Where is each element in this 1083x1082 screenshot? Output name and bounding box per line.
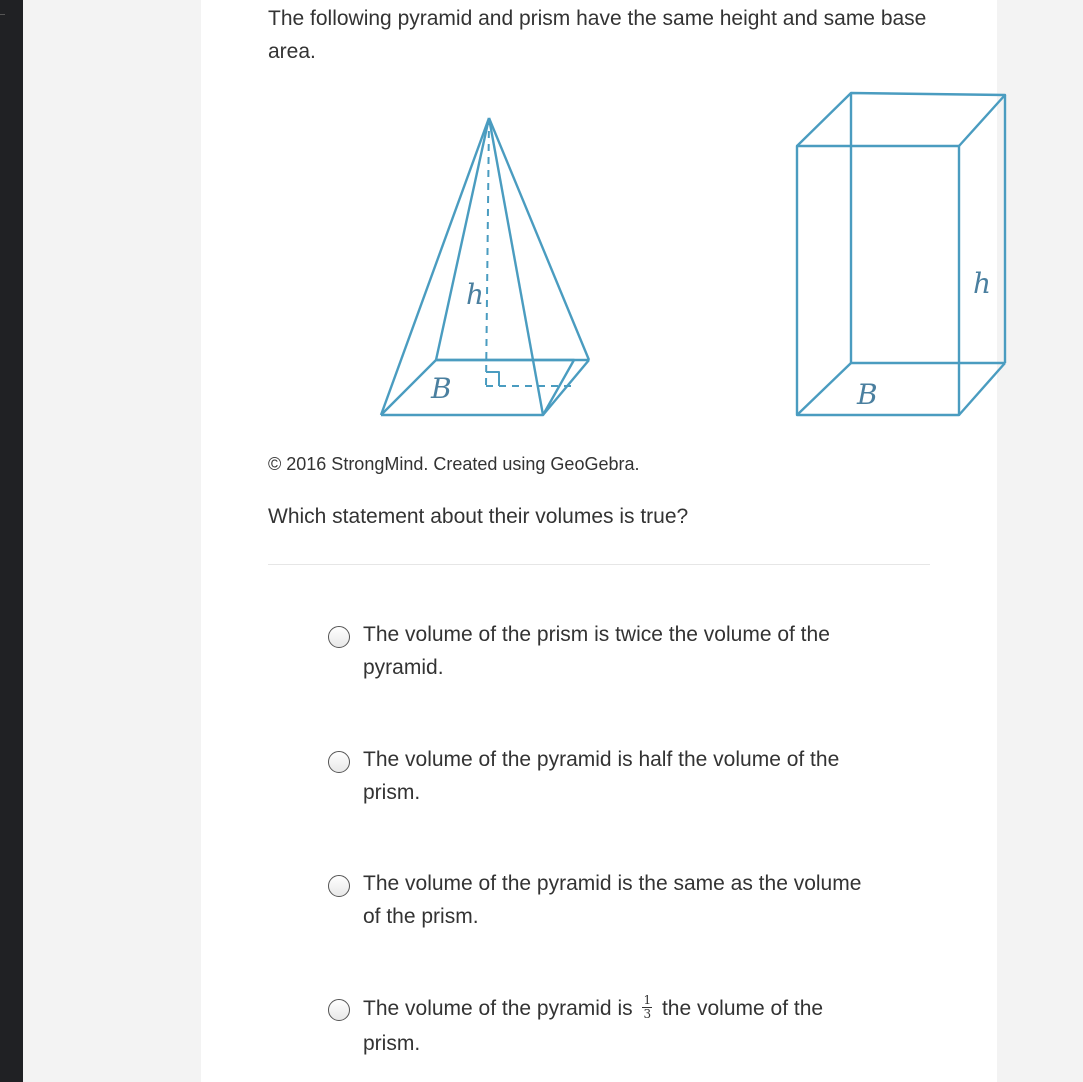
choice-text-after: the volume of the prism. — [363, 997, 824, 1055]
question-panel — [201, 0, 997, 1082]
choice-label: The volume of the prism is twice the volume of the pyramid. — [363, 623, 830, 679]
prism-shape — [797, 93, 1005, 415]
pyramid-base-label: B — [431, 372, 452, 405]
choice-label: The volume of the pyramid is half the volume of the prism. — [363, 748, 840, 804]
one-third-fraction — [642, 994, 652, 1021]
pyramid-shape — [381, 118, 589, 415]
question-intro: The following pyramid and prism have the same height and same base area. — [268, 7, 927, 63]
radio-button[interactable] — [328, 751, 350, 773]
fraction-numerator: 1 — [643, 992, 652, 1007]
pyramid-prism-figure — [371, 82, 992, 427]
choice-label — [363, 991, 873, 1061]
fraction-denominator: 3 — [643, 1006, 652, 1021]
figure-credit: © 2016 StrongMind. Created using GeoGebra. — [268, 454, 640, 474]
divider — [268, 564, 930, 565]
radio-button[interactable] — [328, 999, 350, 1021]
question-prompt: Which statement about their volumes is true? — [268, 505, 689, 528]
pyramid-height-label: h — [466, 278, 485, 311]
choice-text-before: The volume of the pyramid is — [363, 997, 633, 1020]
prism-height-label: h — [973, 267, 992, 300]
left-strip-marker — [0, 14, 5, 15]
radio-button[interactable] — [328, 875, 350, 897]
prism-base-label: B — [857, 378, 878, 411]
choice-label: The volume of the pyramid is the same as the volume of the prism. — [363, 872, 862, 928]
left-dark-strip — [0, 0, 23, 1082]
radio-button[interactable] — [328, 626, 350, 648]
